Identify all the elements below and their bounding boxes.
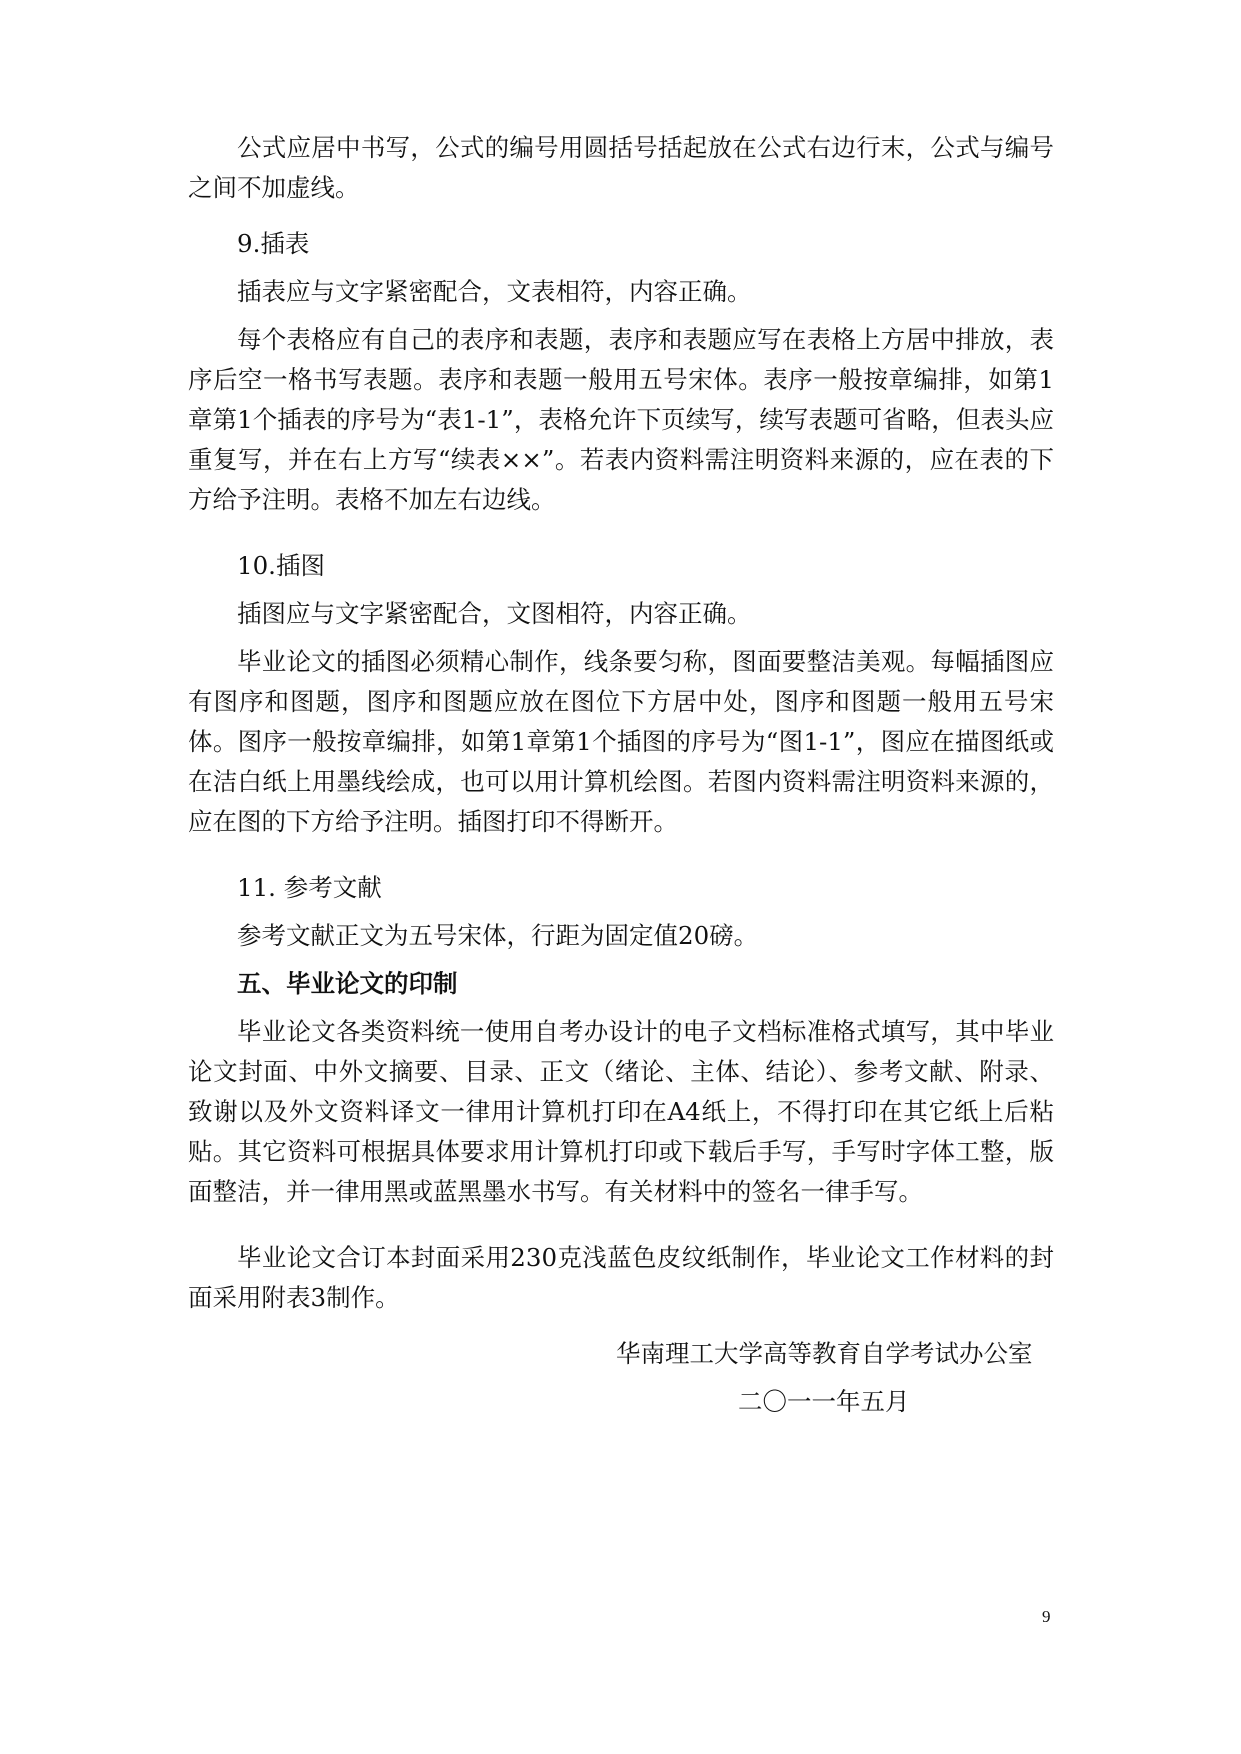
- item-10-heading: 10.插图: [237, 551, 325, 580]
- issue-date: 二〇一一年五月: [738, 1387, 910, 1416]
- table-rule-paragraph-1: 插表应与文字紧密配合，文表相符，内容正确。: [237, 277, 752, 306]
- item-11-heading: 11. 参考文献: [237, 873, 382, 902]
- section-5-heading: 五、毕业论文的印制: [237, 969, 458, 998]
- figure-rule-paragraph-1: 插图应与文字紧密配合，文图相符，内容正确。: [237, 599, 752, 628]
- figure-rule-paragraph-2: 毕业论文的插图必须精心制作，线条要匀称，图面要整洁美观。每幅插图应有图序和图题，图序和图题应放在图位下方居中处，图序和图题一般用五号宋体。图序一般按章编排，如第1章第1个插图的序号为“图1-1”，图应在描图纸或在洁白纸上用墨线绘成，也可以用计算机绘图。若图内资料需注明资料来源的，应在图的下方给予注明。插图打印不得断开。: [188, 647, 1054, 836]
- formula-rule-paragraph: 公式应居中书写，公式的编号用圆括号括起放在公式右边行末，公式与编号之间不加虚线。: [188, 133, 1054, 202]
- page-number: 9: [1042, 1607, 1051, 1626]
- item-9-heading: 9.插表: [237, 229, 310, 258]
- reference-rule-paragraph: 参考文献正文为五号宋体，行距为固定值20磅。: [237, 921, 759, 950]
- table-rule-paragraph-2: 每个表格应有自己的表序和表题，表序和表题应写在表格上方居中排放，表序后空一格书写表题。表序和表题一般用五号宋体。表序一般按章编排，如第1章第1个插表的序号为“表1-1”，表格允许下页续写，续写表题可省略，但表头应重复写，并在右上方写“续表××”。若表内资料需注明资料来源的，应在表的下方给予注明。表格不加左右边线。: [188, 325, 1054, 514]
- printing-rule-paragraph-2: 毕业论文合订本封面采用230克浅蓝色皮纹纸制作，毕业论文工作材料的封面采用附表3制作。: [188, 1243, 1054, 1312]
- printing-rule-paragraph-1: 毕业论文各类资料统一使用自考办设计的电子文档标准格式填写，其中毕业论文封面、中外文摘要、目录、正文（绪论、主体、结论）、参考文献、附录、致谢以及外文资料译文一律用计算机打印在A4纸上，不得打印在其它纸上后粘贴。其它资料可根据具体要求用计算机打印或下载后手写，手写时字体工整，版面整洁，并一律用黑或蓝黑墨水书写。有关材料中的签名一律手写。: [188, 1017, 1054, 1206]
- issuer-signature: 华南理工大学高等教育自学考试办公室: [616, 1339, 1033, 1368]
